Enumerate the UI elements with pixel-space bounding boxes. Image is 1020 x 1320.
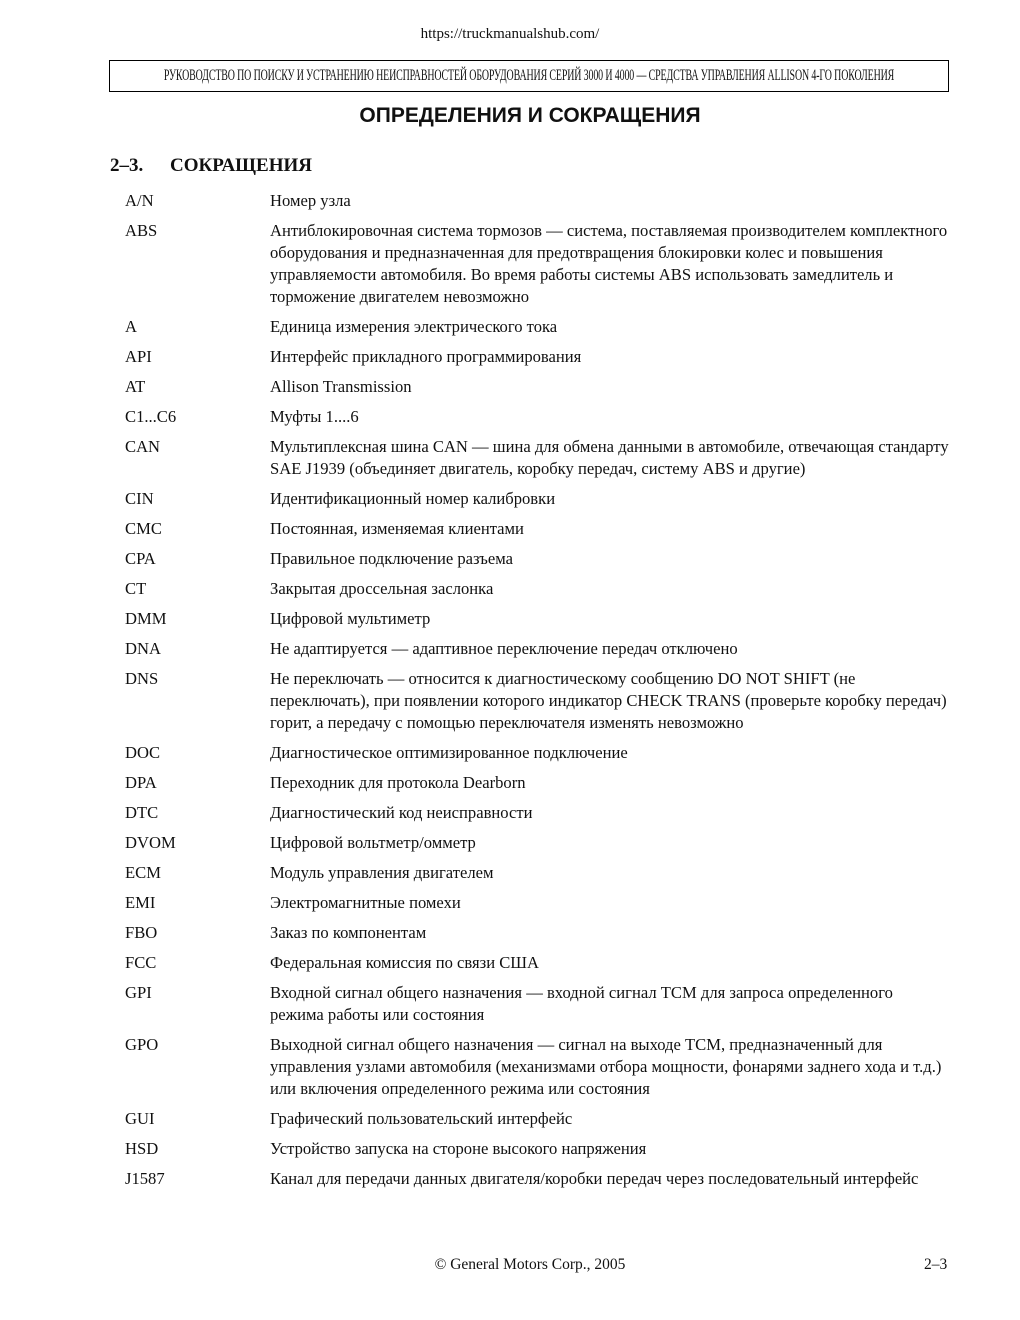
abbreviation-term: CAN [125,437,161,456]
manual-banner [109,60,949,92]
abbreviation-definition: Цифровой вольтметр/омметр [270,833,476,852]
abbreviation-definition: Канал для передачи данных двигателя/коробки передач через последовательный интерфейс [270,1169,919,1188]
abbreviation-definition: Интерфейс прикладного программирования [270,347,582,366]
abbreviation-entry [125,488,955,510]
abbreviation-term: DNA [125,639,161,658]
abbreviation-entry [125,862,955,884]
abbreviation-term: CIN [125,489,154,508]
abbreviation-definition: Не переключать — относится к диагностическому сообщению DO NOT SHIFT (не переключать), при появлении которого индикатор CHECK TRANS (проверьте коробку передач) горит, а передачу с помощью переключателя изменять невозможно [270,669,947,732]
abbreviation-term: CMC [125,519,162,538]
abbreviation-definition: Идентификационный номер калибровки [270,489,556,508]
abbreviation-definition: Электромагнитные помехи [270,893,461,912]
abbreviation-entry [125,668,955,734]
abbreviation-term: DOC [125,743,161,762]
abbreviation-term: AT [125,377,146,396]
abbreviation-term: HSD [125,1139,159,1158]
abbreviation-entry [125,802,955,824]
abbreviation-term: A [125,317,137,336]
abbreviation-entry [125,982,955,1026]
abbreviation-term: ECM [125,863,161,882]
source-url: https://truckmanualshub.com/ [420,26,600,42]
abbreviation-entry [125,772,955,794]
abbreviation-entry [125,406,955,428]
abbreviation-entry [125,220,955,308]
abbreviation-entry [125,346,955,368]
page-number: 2–3 [924,1256,948,1273]
abbreviation-entry [125,1108,955,1130]
abbreviation-entry [125,518,955,540]
abbreviation-definition: Постоянная, изменяемая клиентами [270,519,524,538]
abbreviation-entry [125,742,955,764]
abbreviation-definition: Входной сигнал общего назначения — входной сигнал TCM для запроса определенного режима работы или состояния [270,983,893,1024]
abbreviation-definition: Модуль управления двигателем [270,863,494,882]
abbreviation-term: CT [125,579,147,598]
abbreviation-entry [125,952,955,974]
abbreviation-entry [125,1034,955,1100]
abbreviation-term: API [125,347,152,366]
abbreviation-definition: Диагностический код неисправности [270,803,533,822]
abbreviation-entry [125,190,955,212]
abbreviation-term: CPA [125,549,156,568]
abbreviation-definition: Закрытая дроссельная заслонка [270,579,494,598]
manual-banner-text: РУКОВОДСТВО ПО ПОИСКУ И УСТРАНЕНИЮ НЕИСПРАВНОСТЕЙ ОБОРУДОВАНИЯ СЕРИЙ 3000 И 4000 — СРЕДСТВА УПРАВЛЕНИЯ ALLISON 4-ГО ПОКОЛЕНИЯ [163,67,895,84]
abbreviation-term: FCC [125,953,157,972]
abbreviation-list [125,190,955,1198]
abbreviation-term: J1587 [125,1169,165,1188]
abbreviation-definition: Антиблокировочная система тормозов — система, поставляемая производителем комплектного оборудования и предназначенная для предотвращения блокировки колес и повышения управляемости автомобиля. Во время работы системы ABS использовать замедлитель и торможение двигателем невозможно [270,221,948,306]
abbreviation-definition: Allison Transmission [270,377,412,396]
abbreviation-entry [125,638,955,660]
abbreviation-entry [125,1168,955,1190]
abbreviation-entry [125,578,955,600]
abbreviation-entry [125,316,955,338]
abbreviation-definition: Графический пользовательский интерфейс [270,1109,573,1128]
abbreviation-definition: Муфты 1....6 [270,407,359,426]
abbreviation-entry [125,376,955,398]
abbreviation-definition: Федеральная комиссия по связи США [270,953,540,972]
abbreviation-term: DTC [125,803,159,822]
abbreviation-entry [125,892,955,914]
abbreviation-term: DNS [125,669,159,688]
abbreviation-definition: Правильное подключение разъема [270,549,513,568]
abbreviation-term: GUI [125,1109,155,1128]
abbreviation-definition: Диагностическое оптимизированное подключение [270,743,628,762]
abbreviation-term: GPI [125,983,152,1002]
abbreviation-term: DVOM [125,833,176,852]
abbreviation-term: FBO [125,923,158,942]
abbreviation-definition: Мультиплексная шина CAN — шина для обмена данными в автомобиле, отвечающая стандарту SAE J1939 (объединяет двигатель, коробку передач, систему ABS и другие) [270,437,949,478]
section-heading [110,155,312,177]
abbreviation-term: DPA [125,773,157,792]
abbreviation-definition: Выходной сигнал общего назначения — сигнал на выходе TCM, предназначенный для управления узлами автомобиля (механизмами отбора мощности, фонарями заднего хода и т.д.) или включения определенного режима или состояния [270,1035,942,1098]
abbreviation-entry [125,608,955,630]
abbreviation-term: DMM [125,609,167,628]
section-number: 2–3. [110,155,144,176]
abbreviation-entry [125,436,955,480]
abbreviation-entry [125,922,955,944]
abbreviation-definition: Устройство запуска на стороне высокого напряжения [270,1139,647,1158]
abbreviation-definition: Переходник для протокола Dearborn [270,773,526,792]
abbreviation-term: GPO [125,1035,159,1054]
abbreviation-definition: Заказ по компонентам [270,923,427,942]
abbreviation-entry [125,1138,955,1160]
abbreviation-term: C1...C6 [125,407,177,426]
abbreviation-definition: Не адаптируется — адаптивное переключение передач отключено [270,639,738,658]
abbreviation-term: A/N [125,191,154,210]
abbreviation-definition: Единица измерения электрического тока [270,317,558,336]
abbreviation-term: EMI [125,893,156,912]
page-title: ОПРЕДЕЛЕНИЯ И СОКРАЩЕНИЯ [359,104,701,127]
footer-copyright: © General Motors Corp., 2005 [434,1256,626,1273]
abbreviation-definition: Номер узла [270,191,351,210]
section-name: СОКРАЩЕНИЯ [170,155,312,176]
abbreviation-entry [125,548,955,570]
abbreviation-entry [125,832,955,854]
abbreviation-definition: Цифровой мультиметр [270,609,431,628]
abbreviation-term: ABS [125,221,158,240]
